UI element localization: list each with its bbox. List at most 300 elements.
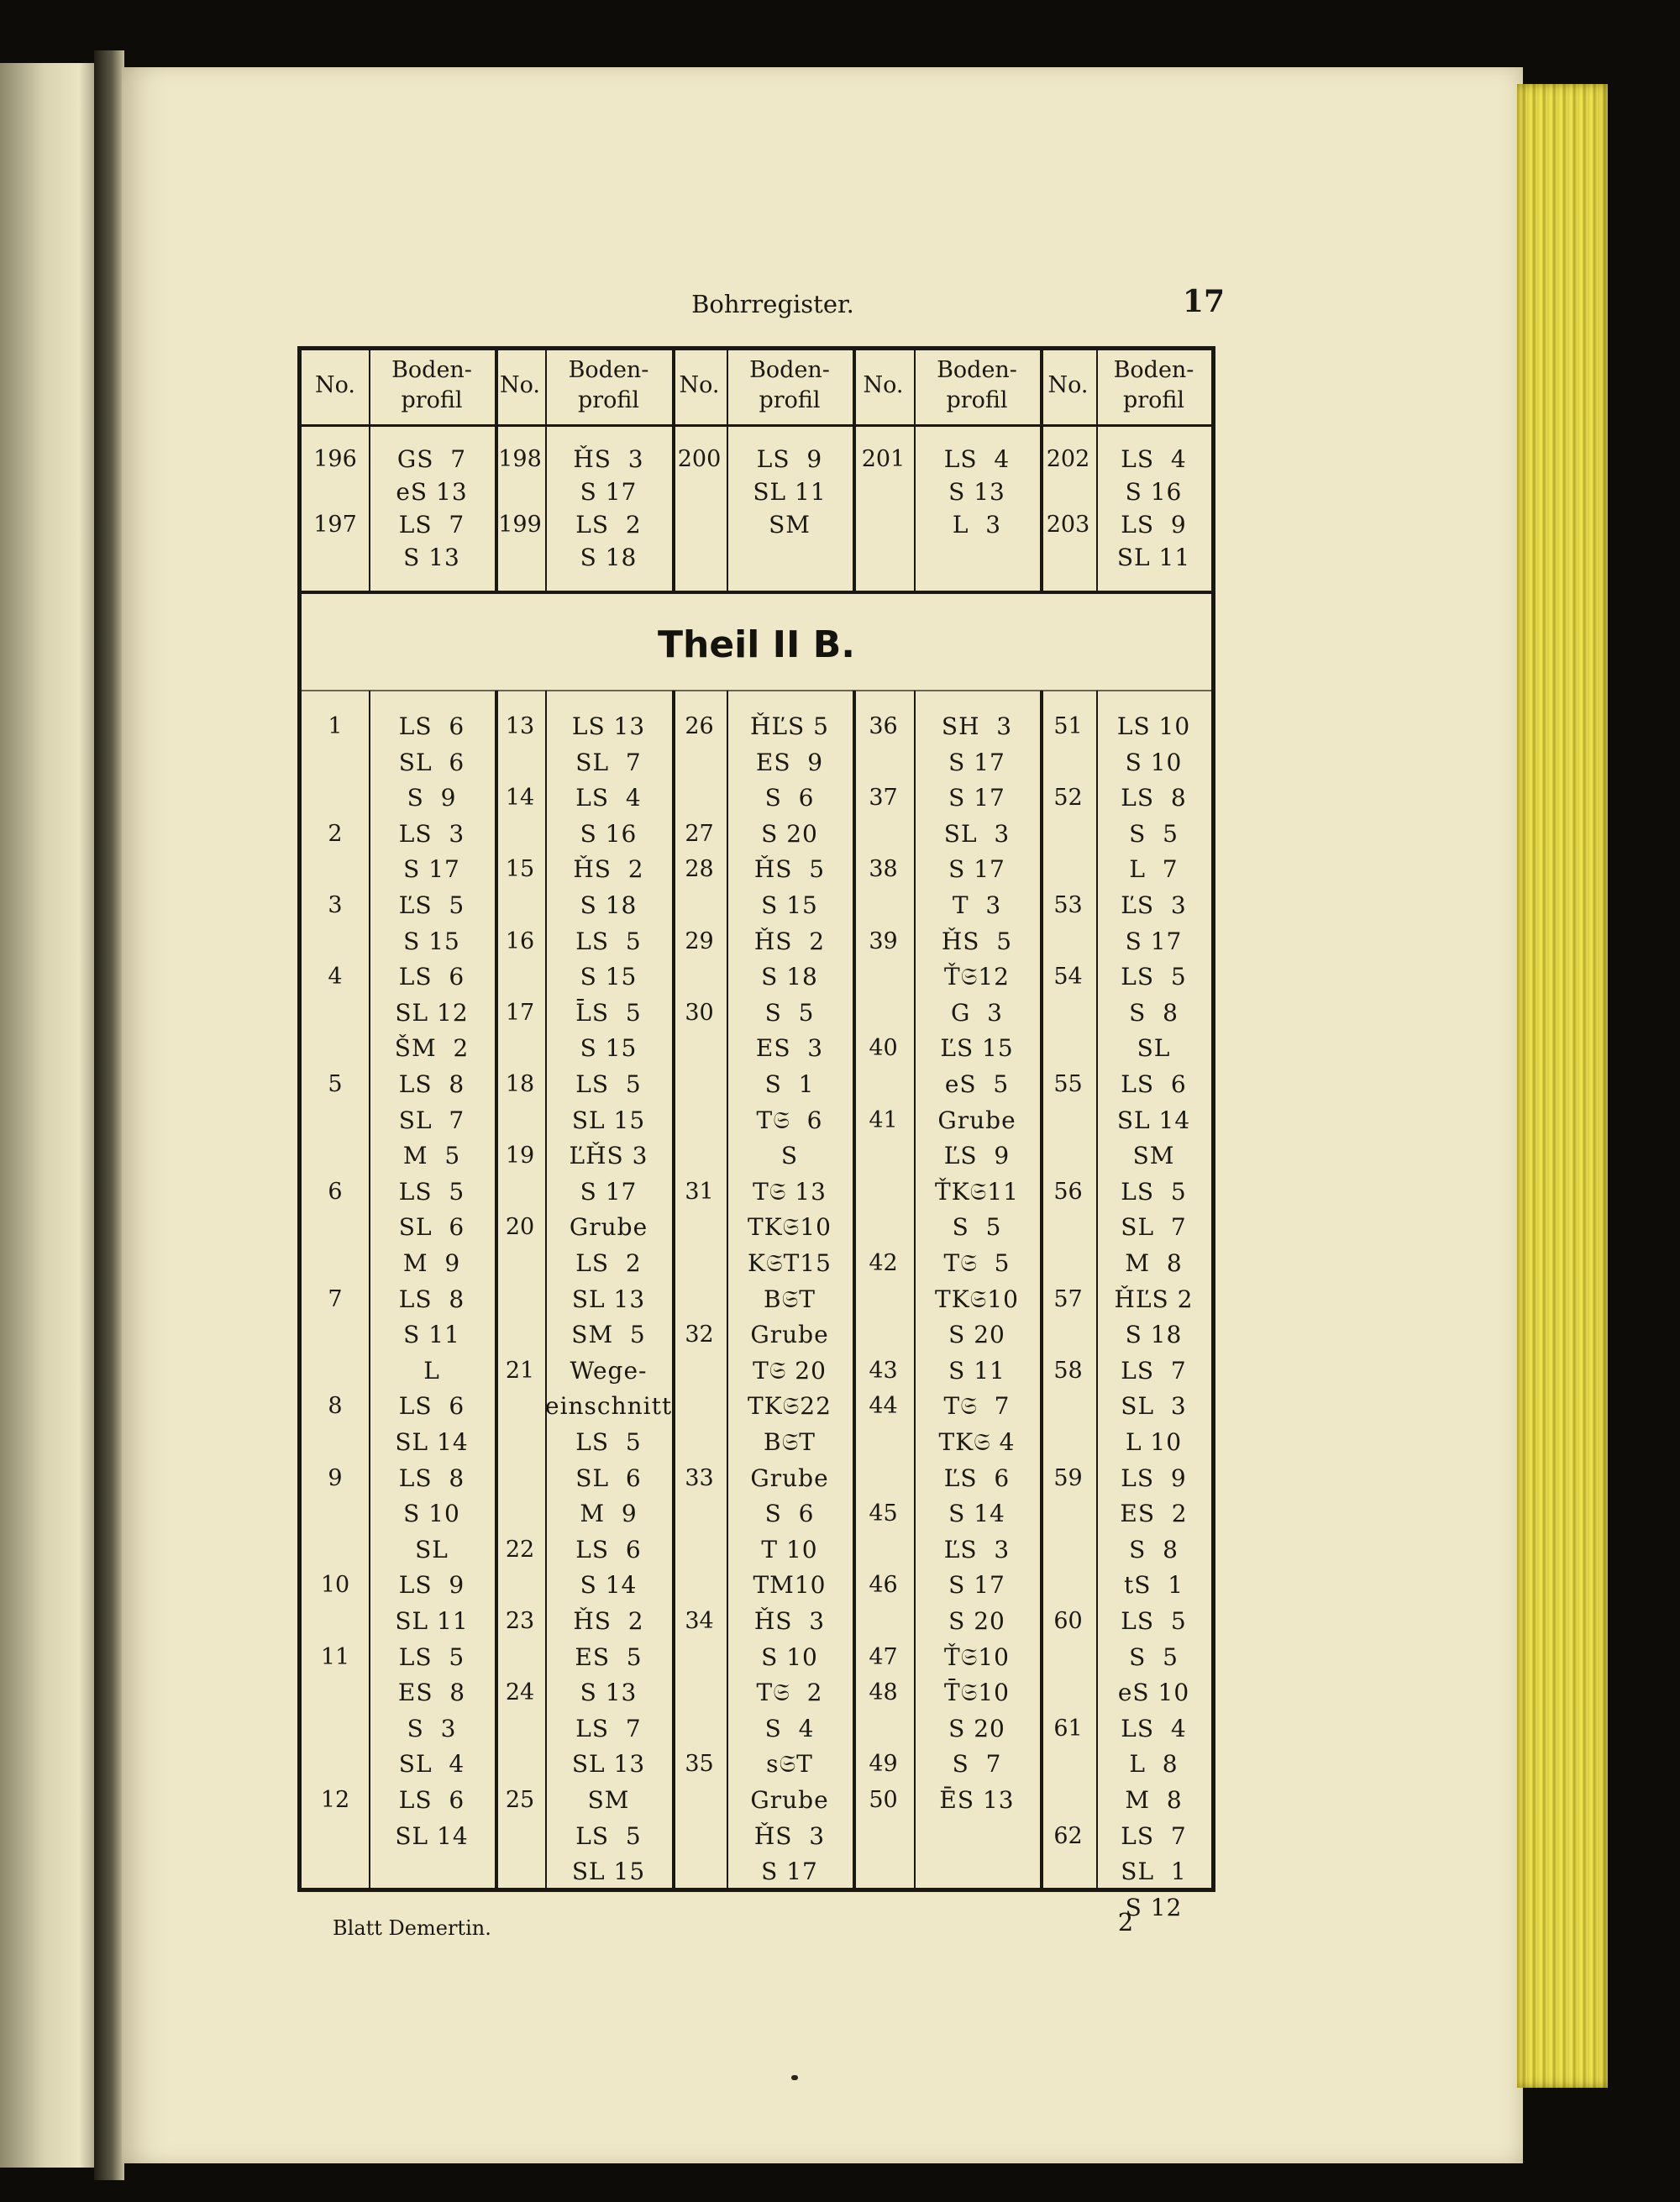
profile-entry: T 10 — [761, 1535, 818, 1563]
profile-entry: Grube — [569, 1213, 648, 1242]
bore-number: 27 — [685, 820, 714, 847]
bore-number: 62 — [1053, 1822, 1083, 1849]
bore-number: 10 — [320, 1572, 350, 1599]
bore-number: 43 — [869, 1357, 898, 1384]
profile-entry: ŠM 2 — [394, 1034, 470, 1063]
profile-entry: ES 3 — [755, 1034, 824, 1063]
profile-entry: L 7 — [1129, 855, 1179, 884]
profile-entry: SL 13 — [571, 1750, 646, 1779]
bore-number: 9 — [328, 1464, 343, 1491]
bore-number: 30 — [685, 999, 714, 1026]
profile-entry: B𝔖T — [764, 1285, 816, 1313]
profile-entry: SL 15 — [571, 1106, 646, 1134]
profile-entry: S 20 — [948, 1714, 1005, 1742]
profile-entry: LS 9 — [1121, 1464, 1187, 1492]
bore-number: 11 — [320, 1643, 350, 1670]
profile-entry: L 8 — [1129, 1750, 1179, 1779]
profile-entry: LS 5 — [398, 1642, 465, 1671]
profile-entry: S 17 — [948, 855, 1005, 884]
header-no: No. — [1047, 372, 1089, 398]
bore-number: 53 — [1053, 892, 1083, 918]
bore-number: 55 — [1053, 1071, 1083, 1097]
section-title-rule — [302, 690, 1211, 691]
profile-column — [727, 443, 853, 539]
profile-entry: ȞĽS 2 — [1114, 1285, 1194, 1313]
number-column — [853, 443, 914, 472]
running-title: Bohrregister. — [691, 290, 854, 318]
bore-number: 28 — [685, 856, 714, 883]
profile-entry: S 1 — [764, 1070, 815, 1098]
profile-entry: ES 8 — [397, 1679, 466, 1707]
profile-entry: eS 13 — [396, 478, 468, 506]
bore-number: 26 — [685, 713, 714, 739]
profile-entry: S 3 — [407, 1714, 457, 1742]
profile-entry: LS 8 — [398, 1070, 465, 1098]
sheet-name: Blatt Demertin. — [333, 1916, 491, 1940]
header-no: No. — [500, 372, 540, 398]
profile-entry: ȞS 3 — [573, 445, 644, 473]
bore-number: 29 — [685, 928, 714, 954]
profile-entry: S 15 — [580, 963, 638, 991]
profile-entry: S 17 — [403, 855, 460, 884]
profile-entry: Grube — [750, 1786, 829, 1814]
profile-entry: LS 5 — [575, 1070, 642, 1098]
bore-number: 33 — [685, 1464, 714, 1491]
profile-entry: ES 2 — [1120, 1500, 1188, 1528]
profile-entry: ES 9 — [755, 748, 824, 776]
profile-entry: SM — [587, 1786, 630, 1814]
bore-number: 19 — [505, 1143, 535, 1169]
profile-entry: SM — [769, 511, 811, 539]
header-no: No. — [679, 372, 720, 398]
bore-number: 60 — [1053, 1608, 1083, 1634]
bore-number: 4 — [328, 964, 343, 991]
profile-entry: M 9 — [402, 1249, 461, 1277]
profile-entry: LS 9 — [398, 1571, 465, 1600]
number-column — [302, 710, 369, 1813]
bore-number: 6 — [328, 1178, 343, 1205]
number-column — [302, 443, 369, 538]
profile-column — [1096, 443, 1211, 571]
profile-entry: T𝔖 13 — [753, 1177, 827, 1206]
header-bodenprofil — [914, 355, 1040, 419]
profile-column — [1096, 710, 1211, 1921]
profile-entry: S 17 — [948, 1571, 1005, 1600]
bore-number: 50 — [869, 1787, 898, 1813]
profile-entry: SL 14 — [1116, 1106, 1191, 1134]
profile-entry: SL 6 — [575, 1464, 642, 1492]
header-bodenprofil-line2: profil — [577, 387, 640, 413]
header-rule — [302, 424, 1211, 427]
bore-number: 25 — [505, 1787, 535, 1813]
bore-number: 201 — [861, 446, 906, 472]
profile-entry: M 8 — [1125, 1249, 1183, 1277]
profile-entry: ES 5 — [575, 1642, 643, 1671]
profile-entry: S 16 — [580, 819, 638, 848]
profile-entry: LS 5 — [575, 1428, 642, 1456]
profile-entry: SL — [1137, 1034, 1171, 1063]
profile-entry: SL 6 — [398, 748, 465, 776]
profile-entry: SL 7 — [1121, 1213, 1187, 1242]
profile-entry: LS 13 — [571, 712, 646, 740]
profile-entry: SL 11 — [1116, 544, 1191, 571]
profile-entry: T𝔖 6 — [756, 1106, 823, 1134]
profile-entry: T𝔖 2 — [756, 1679, 823, 1707]
profile-entry: SM — [1132, 1142, 1175, 1170]
profile-entry: LS 5 — [1121, 1607, 1187, 1635]
profile-entry: S 16 — [1125, 478, 1183, 506]
bore-number: 203 — [1046, 512, 1090, 538]
profile-entry: S 15 — [580, 1034, 638, 1063]
bore-number: 35 — [685, 1751, 714, 1778]
bore-number: 15 — [505, 856, 535, 883]
profile-entry: LS 5 — [398, 1177, 465, 1206]
header-bodenprofil — [1096, 355, 1211, 419]
number-column — [495, 443, 545, 538]
header-bodenprofil — [727, 355, 853, 419]
profile-entry: tS 1 — [1123, 1571, 1184, 1600]
bore-number: 17 — [505, 999, 535, 1026]
profile-entry: eS 10 — [1117, 1679, 1190, 1707]
profile-entry: SL 1 — [1121, 1858, 1187, 1886]
profile-entry: TK𝔖10 — [748, 1213, 832, 1242]
profile-entry: SL 6 — [398, 1213, 465, 1242]
bore-number: 197 — [313, 512, 357, 538]
bore-number: 14 — [505, 785, 535, 812]
bore-number: 20 — [505, 1214, 535, 1241]
header-no: No. — [315, 372, 355, 398]
profile-entry: S 20 — [948, 1607, 1005, 1635]
page-number: 17 — [1182, 284, 1225, 319]
profile-column — [914, 710, 1040, 1814]
header-bodenprofil-line2: profil — [946, 387, 1008, 413]
profile-entry: Grube — [750, 1464, 829, 1492]
bore-number: 44 — [869, 1393, 898, 1420]
bore-number: 200 — [677, 446, 722, 472]
profile-entry: LS 4 — [575, 784, 642, 812]
bore-number: 199 — [498, 512, 542, 538]
profile-entry: L — [423, 1356, 440, 1385]
profile-entry: S 14 — [580, 1571, 638, 1600]
profile-entry: S 8 — [1129, 998, 1179, 1027]
profile-entry: LS 7 — [1121, 1356, 1187, 1385]
left-page-edge — [0, 63, 99, 2168]
profile-entry: ȞS 2 — [573, 855, 644, 884]
profile-entry: S 5 — [1129, 1642, 1179, 1671]
profile-entry: S 17 — [1125, 927, 1183, 955]
profile-entry: S 7 — [952, 1750, 1002, 1779]
header-bodenprofil-line1: Boden- — [391, 357, 472, 383]
header-bodenprofil-line2: profil — [401, 387, 463, 413]
print-speck — [791, 2075, 798, 2080]
profile-entry: LS 4 — [943, 445, 1011, 473]
profile-entry: LS 8 — [398, 1464, 465, 1492]
profile-entry: ŤK𝔖11 — [935, 1177, 1019, 1206]
profile-entry: LS 4 — [1121, 1714, 1187, 1742]
header-bodenprofil-line2: profil — [1122, 387, 1185, 413]
bore-number: 23 — [505, 1608, 535, 1634]
profile-entry: ȞS 2 — [573, 1607, 644, 1635]
profile-entry: LS 2 — [575, 1249, 642, 1277]
profile-entry: LS 9 — [1121, 511, 1187, 539]
header-bodenprofil-line2: profil — [759, 387, 821, 413]
profile-entry: S 18 — [580, 544, 638, 571]
header-bodenprofil — [369, 355, 495, 419]
profile-entry: LS 6 — [575, 1535, 642, 1563]
profile-entry: TK𝔖 4 — [938, 1428, 1016, 1456]
profile-entry: SL 7 — [398, 1106, 465, 1134]
profile-entry: ȞS 5 — [753, 855, 826, 884]
profile-entry: LS 7 — [575, 1714, 642, 1742]
profile-column — [727, 710, 853, 1886]
profile-entry: S 5 — [1129, 819, 1179, 848]
profile-entry: SL 11 — [395, 1607, 469, 1635]
bore-number: 21 — [505, 1357, 535, 1384]
bore-number: 41 — [869, 1106, 898, 1133]
profile-entry: ĽS 3 — [943, 1535, 1011, 1563]
bore-number: 48 — [869, 1679, 898, 1706]
profile-entry: LS 6 — [398, 1786, 465, 1814]
profile-entry: SL 12 — [395, 998, 469, 1027]
profile-entry: SL 11 — [753, 478, 827, 506]
bore-number: 58 — [1053, 1357, 1083, 1384]
profile-entry: S 10 — [403, 1500, 460, 1528]
profile-entry: S 20 — [948, 1321, 1005, 1349]
bore-number: 56 — [1053, 1178, 1083, 1205]
profile-entry: LS 10 — [1116, 712, 1191, 740]
profile-entry: ȞS 3 — [753, 1607, 826, 1635]
bore-number: 18 — [505, 1071, 535, 1097]
bore-number: 37 — [869, 785, 898, 812]
bore-number: 202 — [1046, 446, 1090, 472]
page-edges — [1517, 84, 1608, 2088]
profile-entry: ĽȞS 3 — [569, 1142, 648, 1170]
bore-number: 36 — [869, 713, 898, 739]
profile-entry: S 20 — [761, 819, 818, 848]
profile-entry: ĽS 9 — [943, 1142, 1011, 1170]
header-no: No. — [863, 372, 904, 398]
profile-entry: ȞS 3 — [753, 1821, 826, 1850]
profile-entry: LS 2 — [575, 511, 642, 539]
profile-entry: M 8 — [1125, 1786, 1183, 1814]
profile-entry: B𝔖T — [764, 1428, 816, 1456]
profile-entry: T̄𝔖10 — [944, 1679, 1010, 1707]
profile-entry: LS 4 — [1121, 445, 1187, 473]
bore-number: 7 — [328, 1285, 343, 1312]
profile-entry: L̄S 5 — [575, 998, 642, 1027]
profile-entry: S 4 — [764, 1714, 815, 1742]
profile-entry: TM10 — [753, 1571, 827, 1600]
bore-number: 38 — [869, 856, 898, 883]
bore-number: 31 — [685, 1178, 714, 1205]
bore-number: 40 — [869, 1035, 898, 1062]
profile-entry: S 14 — [948, 1500, 1005, 1528]
profile-entry: LS 6 — [398, 963, 465, 991]
profile-entry: LS 6 — [1121, 1070, 1187, 1098]
profile-entry: S 6 — [764, 784, 815, 812]
profile-entry: S 10 — [761, 1642, 818, 1671]
bore-number: 5 — [328, 1071, 343, 1097]
profile-entry: SL 3 — [943, 819, 1011, 848]
bore-number: 46 — [869, 1572, 898, 1599]
profile-entry: eS 5 — [944, 1070, 1010, 1098]
profile-column — [369, 710, 495, 1850]
bore-number: 47 — [869, 1643, 898, 1670]
profile-entry: M 5 — [402, 1142, 461, 1170]
profile-entry: LS 5 — [575, 1821, 642, 1850]
profile-entry: S 17 — [761, 1858, 818, 1886]
bore-number: 2 — [328, 820, 343, 847]
profile-entry: S 13 — [948, 478, 1005, 506]
profile-column — [914, 443, 1040, 539]
profile-entry: SL 14 — [395, 1821, 469, 1850]
profile-entry: Grube — [937, 1106, 1016, 1134]
profile-entry: SL 13 — [571, 1285, 646, 1313]
profile-entry: SL — [415, 1535, 449, 1563]
profile-entry: ȞS 5 — [941, 927, 1013, 955]
header-bodenprofil-line1: Boden- — [568, 357, 649, 383]
bore-number: 13 — [505, 713, 535, 739]
header-bodenprofil-line1: Boden- — [1113, 357, 1194, 383]
profile-entry: einschnitt — [545, 1392, 673, 1421]
profile-entry: S 17 — [948, 748, 1005, 776]
number-column — [853, 710, 914, 1813]
number-column — [672, 443, 727, 472]
profile-entry: ȞS 2 — [753, 927, 826, 955]
profile-entry: Ť𝔖12 — [944, 963, 1010, 991]
profile-entry: ĽS 6 — [943, 1464, 1011, 1492]
profile-entry: S 17 — [580, 478, 638, 506]
profile-entry: S 15 — [403, 927, 460, 955]
profile-entry: S 11 — [948, 1356, 1005, 1385]
book-gutter — [94, 50, 124, 2180]
profile-entry: S 18 — [1125, 1321, 1183, 1349]
bore-number: 57 — [1053, 1285, 1083, 1312]
bore-number: 3 — [328, 892, 343, 918]
bore-number: 39 — [869, 928, 898, 954]
profile-entry: ĽS 3 — [1121, 891, 1187, 919]
header-bodenprofil-line1: Boden- — [937, 357, 1017, 383]
profile-entry: M 9 — [580, 1500, 638, 1528]
profile-entry: S 5 — [764, 998, 815, 1027]
bore-number: 52 — [1053, 785, 1083, 812]
profile-entry: S 9 — [407, 784, 457, 812]
bore-number: 45 — [869, 1500, 898, 1527]
profile-entry: LS 8 — [398, 1285, 465, 1313]
profile-column — [369, 443, 495, 571]
profile-entry: ĽS 15 — [940, 1034, 1014, 1063]
bore-number: 16 — [505, 928, 535, 954]
profile-entry: T 3 — [952, 891, 1002, 919]
profile-entry: LS 7 — [1121, 1821, 1187, 1850]
profile-entry: LS 7 — [398, 511, 465, 539]
profile-entry: S 18 — [761, 963, 818, 991]
profile-entry: SH 3 — [941, 712, 1013, 740]
profile-entry: SL 7 — [575, 748, 642, 776]
number-column — [1040, 710, 1096, 1849]
bore-number: 54 — [1053, 964, 1083, 991]
profile-entry: TK𝔖10 — [935, 1285, 1019, 1313]
profile-entry: LS 3 — [398, 819, 465, 848]
profile-entry: SL 4 — [398, 1750, 465, 1779]
header-bodenprofil — [545, 355, 672, 419]
header-bodenprofil-line1: Boden- — [749, 357, 830, 383]
profile-entry: SL 15 — [571, 1858, 646, 1886]
profile-entry: L 10 — [1125, 1428, 1183, 1456]
number-column — [672, 710, 727, 1778]
profile-entry: LS 9 — [756, 445, 823, 473]
profile-entry: S 15 — [761, 891, 818, 919]
number-column — [1040, 443, 1096, 538]
profile-entry: s𝔖T — [766, 1750, 813, 1779]
bore-number: 24 — [505, 1679, 535, 1706]
profile-entry: G 3 — [951, 998, 1003, 1027]
profile-entry: T𝔖 7 — [943, 1392, 1011, 1421]
bore-number: 1 — [328, 713, 343, 739]
profile-entry: S — [780, 1142, 799, 1170]
profile-entry: S 13 — [403, 544, 460, 571]
profile-entry: LS 5 — [1121, 1177, 1187, 1206]
profile-entry: LS 8 — [1121, 784, 1187, 812]
profile-entry: S 17 — [580, 1177, 638, 1206]
profile-entry: Grube — [750, 1321, 829, 1349]
bore-number: 42 — [869, 1250, 898, 1276]
profile-entry: ĽS 5 — [398, 891, 465, 919]
profile-entry: LS 5 — [575, 927, 642, 955]
profile-entry: ȞĽS 5 — [750, 712, 829, 740]
top-section-rule — [302, 591, 1211, 594]
profile-entry: LS 6 — [398, 712, 465, 740]
bore-number: 59 — [1053, 1464, 1083, 1491]
profile-entry: GS 7 — [396, 445, 467, 473]
profile-entry: S 10 — [1125, 748, 1183, 776]
profile-entry: LS 5 — [1121, 963, 1187, 991]
profile-entry: S 12 — [1125, 1893, 1183, 1921]
profile-entry: Wege- — [570, 1356, 648, 1385]
profile-column — [545, 710, 673, 1886]
bohrregister-table — [297, 346, 1215, 1921]
profile-entry: T𝔖 5 — [943, 1249, 1011, 1277]
bore-number: 34 — [685, 1608, 714, 1634]
number-column — [495, 710, 545, 1813]
profile-entry: S 17 — [948, 784, 1005, 812]
profile-entry: S 13 — [580, 1679, 638, 1707]
profile-entry: S 11 — [403, 1321, 460, 1349]
profile-entry: ĒS 13 — [939, 1786, 1015, 1814]
profile-entry: Ť𝔖10 — [944, 1642, 1010, 1671]
profile-entry: SM 5 — [571, 1321, 646, 1349]
profile-entry: L 3 — [952, 511, 1002, 539]
profile-entry: S 8 — [1129, 1535, 1179, 1563]
section-title: Theil II B. — [658, 623, 855, 666]
profile-entry: LS 6 — [398, 1392, 465, 1421]
profile-entry: SL 3 — [1121, 1392, 1187, 1421]
profile-entry: TK𝔖22 — [748, 1392, 832, 1421]
bore-number: 12 — [320, 1787, 350, 1813]
profile-entry: S 18 — [580, 891, 638, 919]
profile-entry: S 5 — [952, 1213, 1002, 1242]
signature-mark: 2 — [1117, 1908, 1134, 1937]
profile-column — [545, 443, 672, 571]
profile-entry: T𝔖 20 — [753, 1356, 827, 1385]
profile-entry: K𝔖T15 — [748, 1249, 832, 1277]
bore-number: 61 — [1053, 1715, 1083, 1742]
bore-number: 198 — [498, 446, 542, 472]
profile-entry: SL 14 — [395, 1428, 469, 1456]
profile-entry: S 6 — [764, 1500, 815, 1528]
bore-number: 196 — [313, 446, 357, 472]
bore-number: 8 — [328, 1393, 343, 1420]
